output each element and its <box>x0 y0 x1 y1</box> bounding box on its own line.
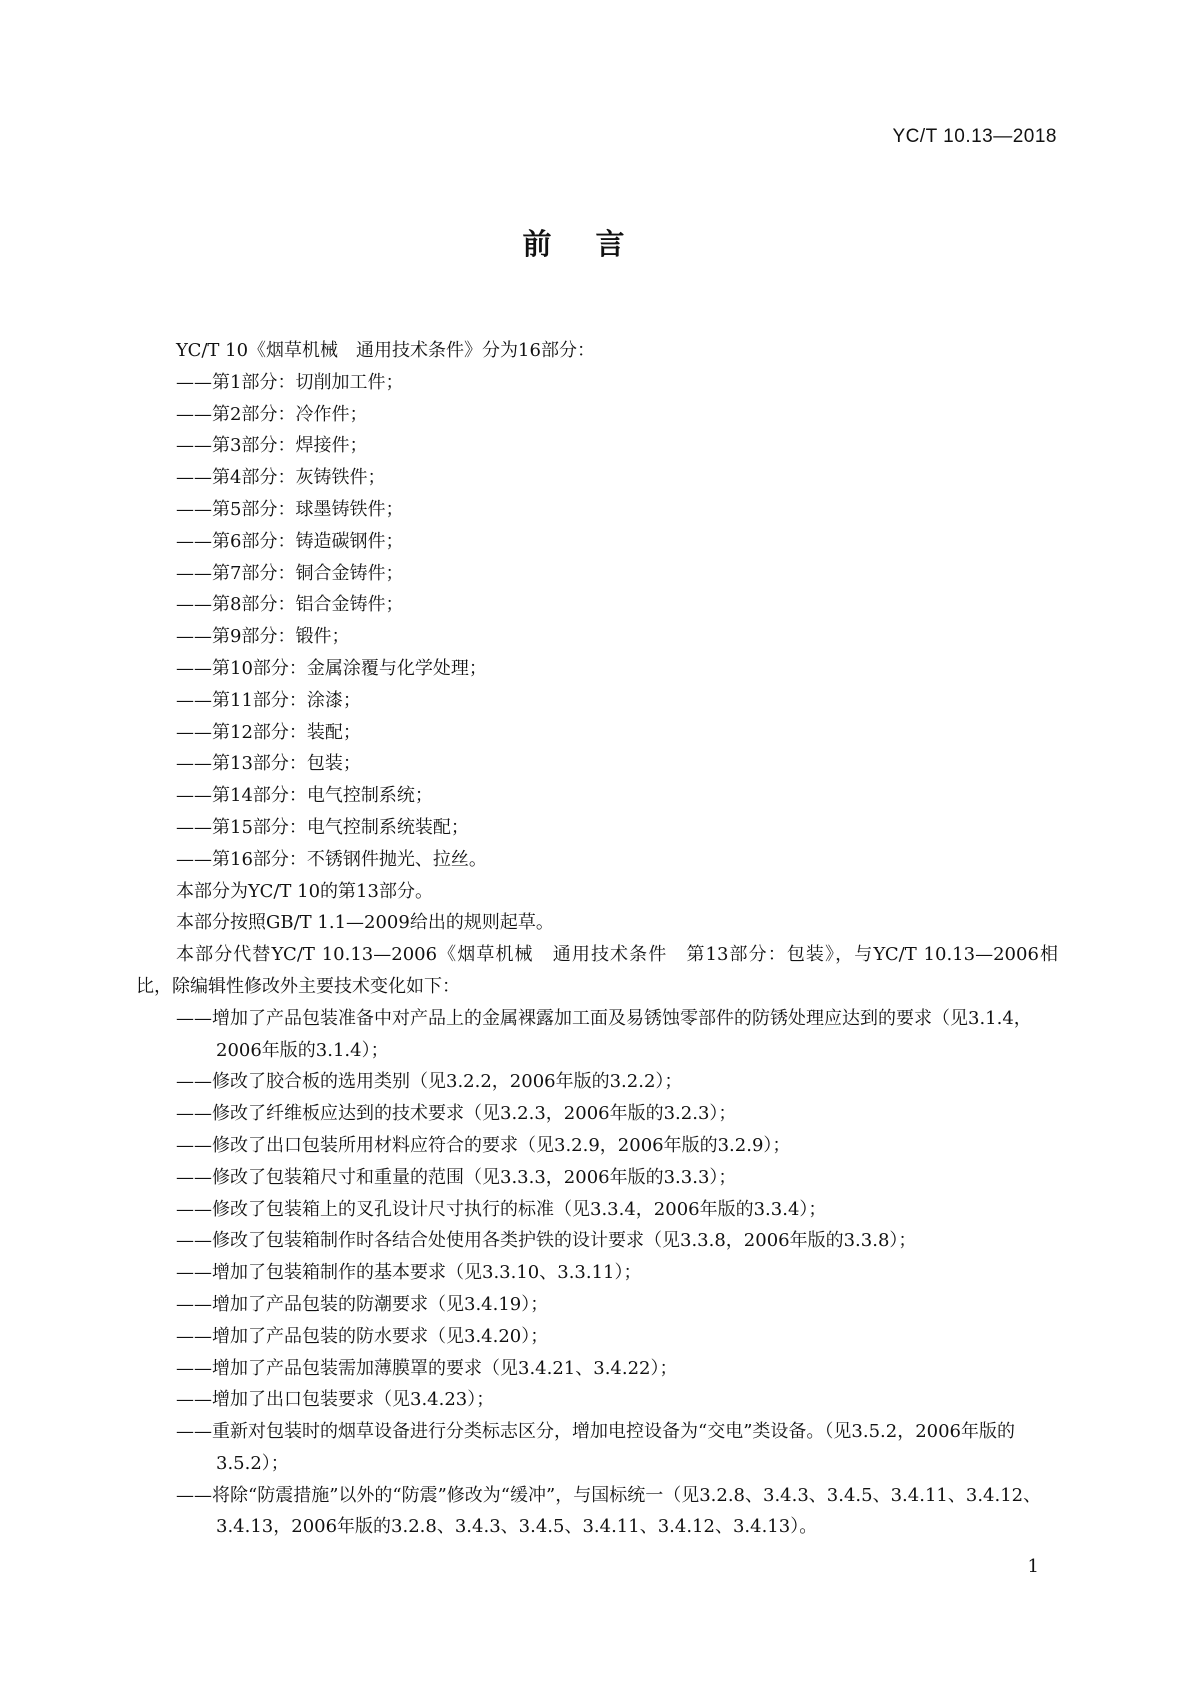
parts-list <box>136 367 1058 876</box>
list-item: ——第16部分：不锈钢件抛光、拉丝。 <box>176 848 487 870</box>
list-item: ——增加了产品包装准备中对产品上的金属裸露加工面及易锈蚀零部件的防锈处理应达到的要求（见3.1.4，2006年版的3.1.4）； <box>176 1007 1032 1061</box>
list-item: ——第14部分：电气控制系统； <box>176 785 433 807</box>
list-item: ——第2部分：冷作件； <box>176 403 368 425</box>
list-item: ——增加了产品包装的防潮要求（见3.4.19）； <box>176 1293 549 1315</box>
list-item: ——修改了包装箱制作时各结合处使用各类护铁的设计要求（见3.3.8，2006年版的3.3.8）； <box>176 1230 917 1252</box>
list-item: ——重新对包装时的烟草设备进行分类标志区分，增加电控设备为“交电”类设备。（见3.5.2，2006年版的3.5.2）； <box>176 1421 1016 1474</box>
statement-drafting-rules: 本部分按照GB/T 1.1—2009给出的规则起草。 <box>176 912 554 934</box>
list-item: ——修改了包装箱尺寸和重量的范围（见3.3.3，2006年版的3.3.3）； <box>176 1166 737 1188</box>
list-item: ——第7部分：铜合金铸件； <box>176 562 404 584</box>
list-item: ——第4部分：灰铸铁件； <box>176 467 386 489</box>
list-item: ——第5部分：球墨铸铁件； <box>176 498 404 520</box>
list-item: ——增加了包装箱制作的基本要求（见3.3.10、3.3.11）； <box>176 1262 642 1284</box>
statement-part-number: 本部分为YC/T 10的第13部分。 <box>176 880 433 902</box>
standard-code: YC/T 10.13—2018 <box>892 126 1057 147</box>
replace-paragraph: 本部分代替YC/T 10.13—2006《烟草机械 通用技术条件 第13部分：包装》，与YC/T 10.13—2006相比，除编辑性修改外主要技术变化如下： <box>136 944 1058 997</box>
list-item: ——第11部分：涂漆； <box>176 689 361 711</box>
list-item: ——第15部分：电气控制系统装配； <box>176 816 469 838</box>
list-item: ——增加了出口包装要求（见3.4.23）； <box>176 1389 495 1411</box>
page-number: 1 <box>1027 1556 1039 1577</box>
list-item: ——第12部分：装配； <box>176 721 361 743</box>
list-item: ——第13部分：包装； <box>176 753 361 775</box>
list-item: ——修改了纤维板应达到的技术要求（见3.2.3，2006年版的3.2.3）； <box>176 1103 737 1125</box>
list-item: ——第6部分：铸造碳钢件； <box>176 530 404 552</box>
list-item: ——修改了出口包装所用材料应符合的要求（见3.2.9，2006年版的3.2.9）； <box>176 1134 791 1156</box>
intro-line: YC/T 10《烟草机械 通用技术条件》分为16部分： <box>176 340 595 361</box>
page-title: 前言 <box>522 227 669 261</box>
list-item: ——第3部分：焊接件； <box>176 435 368 457</box>
list-item: ——修改了包装箱上的叉孔设计尺寸执行的标准（见3.3.4，2006年版的3.3.4）； <box>176 1198 827 1220</box>
preface-content <box>136 335 1058 1543</box>
changes-list <box>136 1003 1058 1544</box>
list-item: ——将除“防震措施”以外的“防震”修改为“缓冲”，与国标统一（见3.2.8、3.4.3、3.4.5、3.4.11、3.4.12、3.4.13，2006年版的3.2.8、3.4.3、3.4.5、3.4.11、3.4.12、3.4.13）。 <box>176 1484 1042 1538</box>
list-item: ——第1部分：切削加工件； <box>176 371 404 393</box>
list-item: ——修改了胶合板的选用类别（见3.2.2，2006年版的3.2.2）； <box>176 1071 683 1093</box>
list-item: ——增加了产品包装的防水要求（见3.4.20）； <box>176 1325 549 1347</box>
list-item: ——第8部分：铝合金铸件； <box>176 594 404 616</box>
list-item: ——增加了产品包装需加薄膜罩的要求（见3.4.21、3.4.22）； <box>176 1357 678 1379</box>
list-item: ——第9部分：锻件； <box>176 626 350 648</box>
list-item: ——第10部分：金属涂覆与化学处理； <box>176 657 487 679</box>
